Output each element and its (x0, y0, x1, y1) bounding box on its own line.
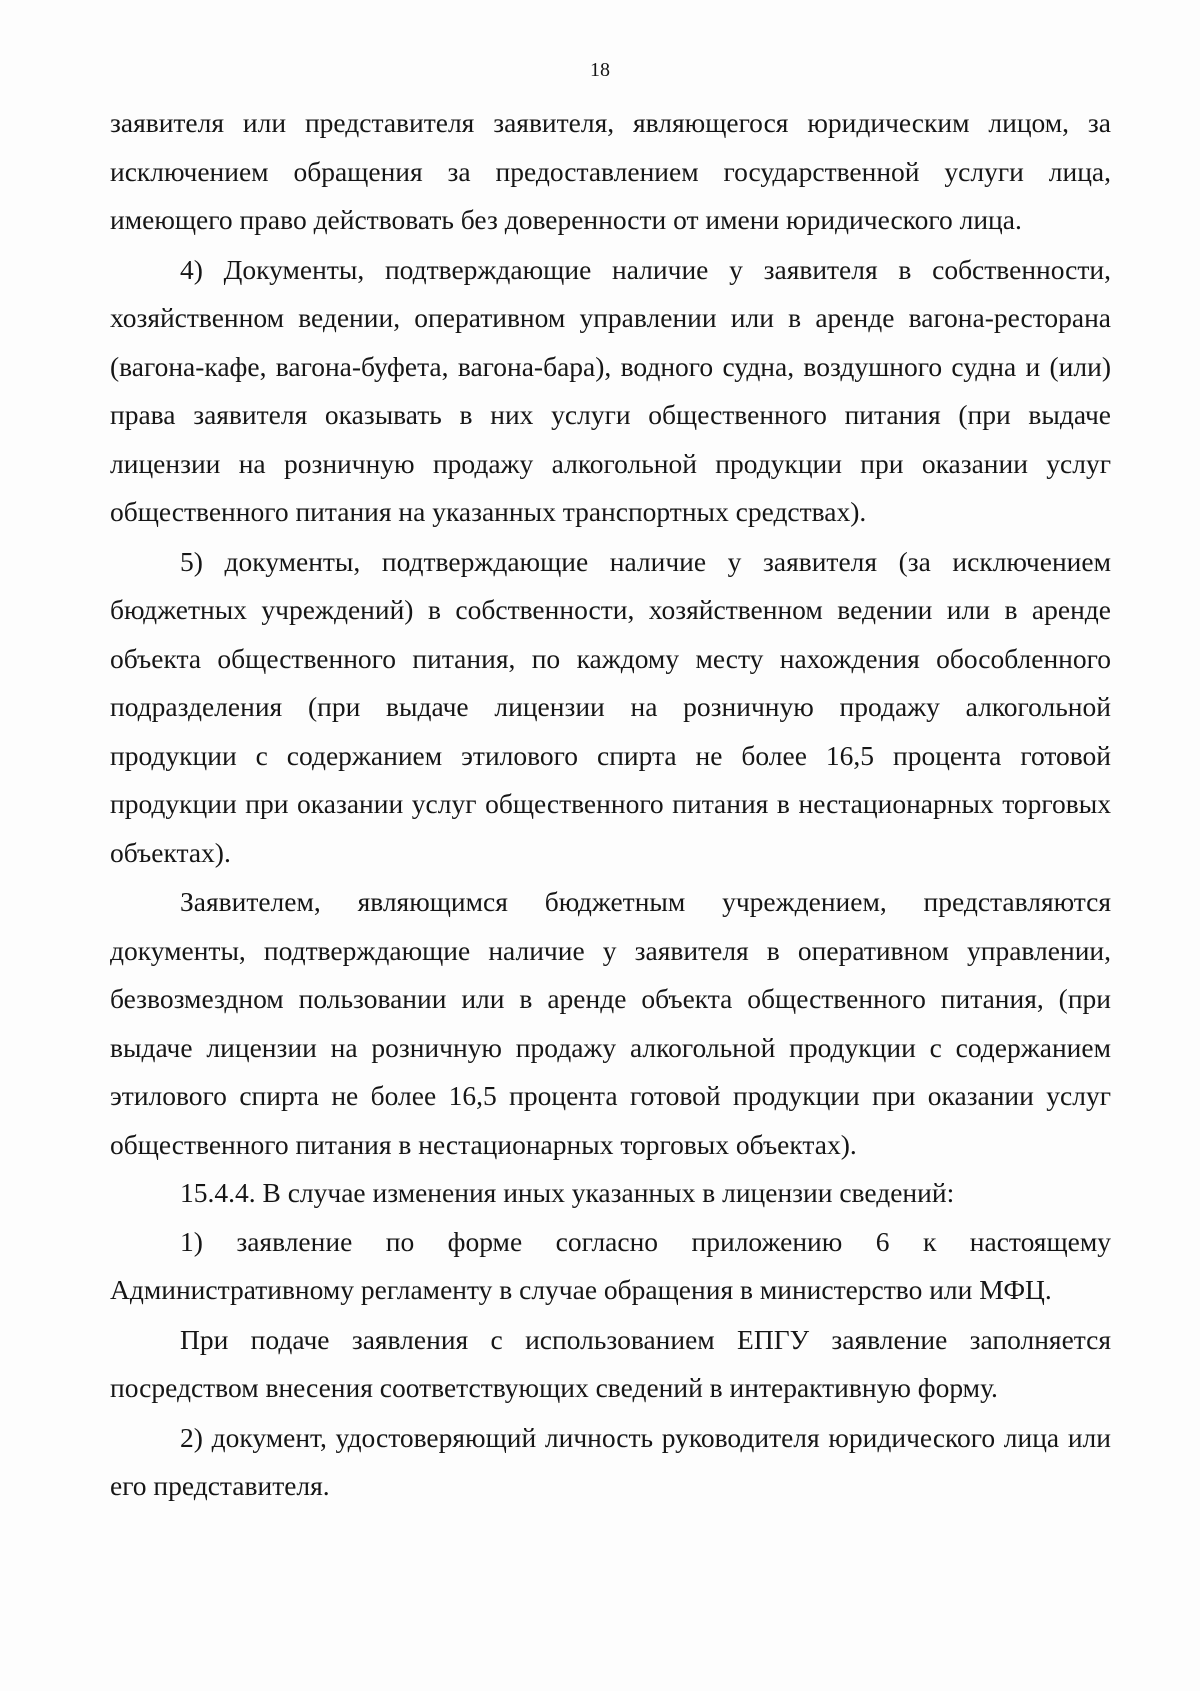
paragraph-15-4-4: 15.4.4. В случае изменения иных указанных в лицензии сведений: (180, 1177, 955, 1208)
paragraph-item-2: 2) документ, удостоверяющий личность руководителя юридического лица или его представителя. (110, 1421, 1111, 1501)
paragraph-item-1: 1) заявление по форме согласно приложению 6 к настоящему Административному регламенту в случае обращения в министерство или МФЦ. (110, 1225, 1111, 1305)
paragraph-continuation: заявителя или представителя заявителя, являющегося юридическим лицом, за исключением обращения за предоставлением государственной услуги лица, имеющего право действовать без доверенности от имени юридического лица. (110, 107, 1111, 235)
paragraph-item-5: 5) документы, подтверждающие наличие у заявителя (за исключением бюджетных учреждений) в собственности, хозяйственном ведении или в аренде объекта общественного питания, по каждому месту нахождения обособленного подразделения (при выдаче лицензии на розничную продажу алкогольной продукции с содержанием этилового спирта не более 16,5 процента готовой продукции при оказании услуг общественного питания в нестационарных торговых объектах). (110, 545, 1111, 868)
paragraph-epgu: При подаче заявления с использованием ЕПГУ заявление заполняется посредством внесения соответствующих сведений в интерактивную форму. (110, 1323, 1111, 1403)
paragraph-item-4: 4) Документы, подтверждающие наличие у заявителя в собственности, хозяйственном ведении, оперативном управлении или в аренде вагона-ресторана (вагона-кафе, вагона-буфета, вагона-бара), водного судна, воздушного судна и (или) права заявителя оказывать в них услуги общественного питания (при выдаче лицензии на розничную продажу алкогольной продукции при оказании услуг общественного питания на указанных транспортных средствах). (110, 253, 1111, 527)
document-body (110, 99, 1111, 1511)
paragraph-budget-institutions: Заявителем, являющимся бюджетным учреждением, представляются документы, подтверждающие наличие у заявителя в оперативном управлении, безвозмездном пользовании или в аренде объекта общественного питания, (при выдаче лицензии на розничную продажу алкогольной продукции с содержанием этилового спирта не более 16,5 процента готовой продукции при оказании услуг общественного питания в нестационарных торговых объектах). (110, 886, 1111, 1160)
page-number: 18 (590, 59, 610, 81)
